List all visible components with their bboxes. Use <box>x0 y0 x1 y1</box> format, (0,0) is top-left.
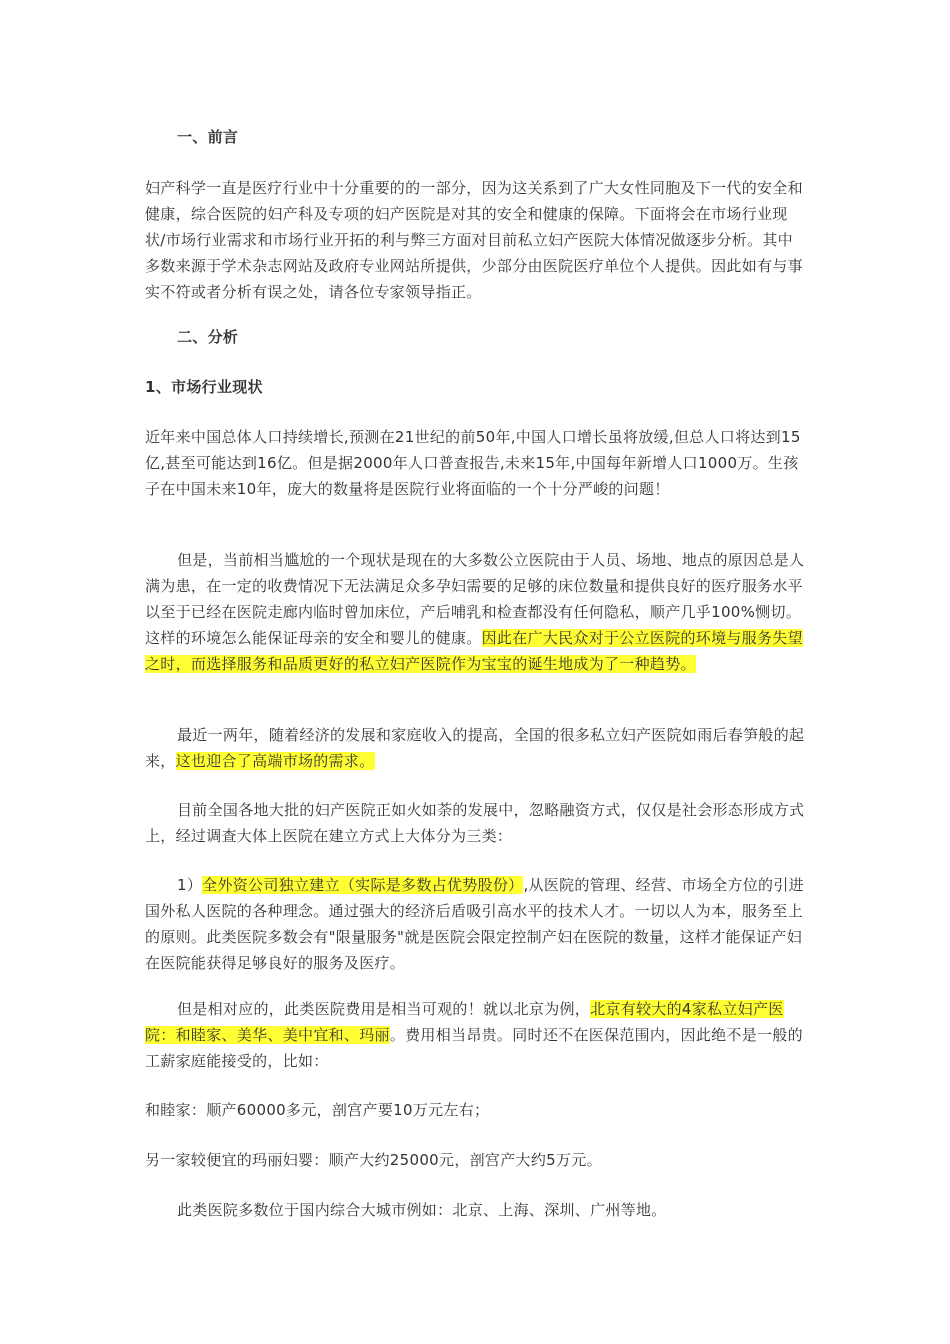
type-1-highlight: 全外资公司独立建立（实际是多数占优势股份） <box>202 876 524 894</box>
paragraph-cost <box>145 996 807 1074</box>
paragraph-population: 近年来中国总体人口持续增长,预测在21世纪的前50年,中国人口增长虽将放缓,但总人口将达到15亿,甚至可能达到16亿。但是据2000年人口普查报告,未来15年,中国每年新增人口1000万。生孩子在中国未来10年，庞大的数量将是医院行业将面临的一个十分严峻的问题！ <box>145 428 801 498</box>
public-hospitals-text: 但是，当前相当尴尬的一个现状是现在的大多数公立医院由于人员、场地、地点的原因总是人满为患，在一定的收费情况下无法满足众多孕妇需要的足够的床位数量和提供良好的医疗服务水平以至于已经在医院走廊内临时曾加床位，产后哺乳和检查都没有任何隐私，顺产几乎100%恻切。这样的环境怎么能保证母亲的安全和婴儿的健康。 <box>145 551 805 647</box>
paragraph-recent-years <box>145 722 807 774</box>
paragraph-preface: 妇产科学一直是医疗行业中十分重要的的一部分，因为这关系到了广大女性同胞及下一代的安全和健康，综合医院的妇产科及专项的妇产医院是对其的安全和健康的保障。下面将会在市场行业现状/市场行业需求和市场行业开拓的利与弊三方面对目前私立妇产医院大体情况做逐步分析。其中多数来源于学术杂志网站及政府专业网站所提供，少部分由医院医疗单位个人提供。因此如有与事实不符或者分析有误之处，请各位专家领导指正。 <box>145 179 803 301</box>
cost-text: 但是相对应的，此类医院费用是相当可观的！就以北京为例， <box>177 1000 591 1018</box>
heading-analysis: 二、分析 <box>177 328 239 346</box>
cost-text-end: 。费用相当昂贵。同时还不在医保范围内，因此绝不是一般的工薪家庭能接受的，比如： <box>145 1026 803 1070</box>
recent-years-text: 最近一两年，随着经济的发展和家庭收入的提高，全国的很多私立妇产医院如雨后春笋般的起来， <box>145 726 805 770</box>
paragraph-mali-price: 另一家较便宜的玛丽妇婴：顺产大约25000元，剖宫产大约5万元。 <box>145 1151 602 1169</box>
public-hospitals-highlight: 因此在广大民众对于公立医院的环境与服务失望之时，而选择服务和品质更好的私立妇产医院作为宝宝的诞生地成为了一种趋势。 <box>145 629 803 673</box>
paragraph-hemujia-price: 和睦家：顺产60000多元，剖宫产要10万元左右； <box>145 1101 490 1119</box>
paragraph-hospital-types: 目前全国各地大批的妇产医院正如火如荼的发展中，忽略融资方式，仅仅是社会形态形成方式上，经过调查大体上医院在建立方式上大体分为三类： <box>145 801 805 845</box>
paragraph-type-1 <box>145 872 807 976</box>
heading-market-status: 1、市场行业现状 <box>145 378 263 396</box>
type-1-number: 1） <box>177 876 203 894</box>
type-1-text: ,从医院的管理、经营、市场全方位的引进国外私人医院的各种理念。通过强大的经济后盾吸引高水平的技术人才。一切以人为本，服务至上的原则。此类医院多数会有"限量服务"就是医院会限定控制产妇在医院的数量，这样才能保证产妇在医院能获得足够良好的服务及医疗。 <box>145 876 804 972</box>
cost-highlight: 北京有较大的4家私立妇产医院：和睦家、美华、美中宜和、玛丽 <box>145 1000 784 1044</box>
heading-preface: 一、前言 <box>177 128 239 146</box>
paragraph-cities: 此类医院多数位于国内综合大城市例如：北京、上海、深圳、广州等地。 <box>177 1201 667 1219</box>
paragraph-public-hospitals <box>145 547 807 677</box>
recent-years-highlight: 这也迎合了高端市场的需求。 <box>175 752 375 770</box>
